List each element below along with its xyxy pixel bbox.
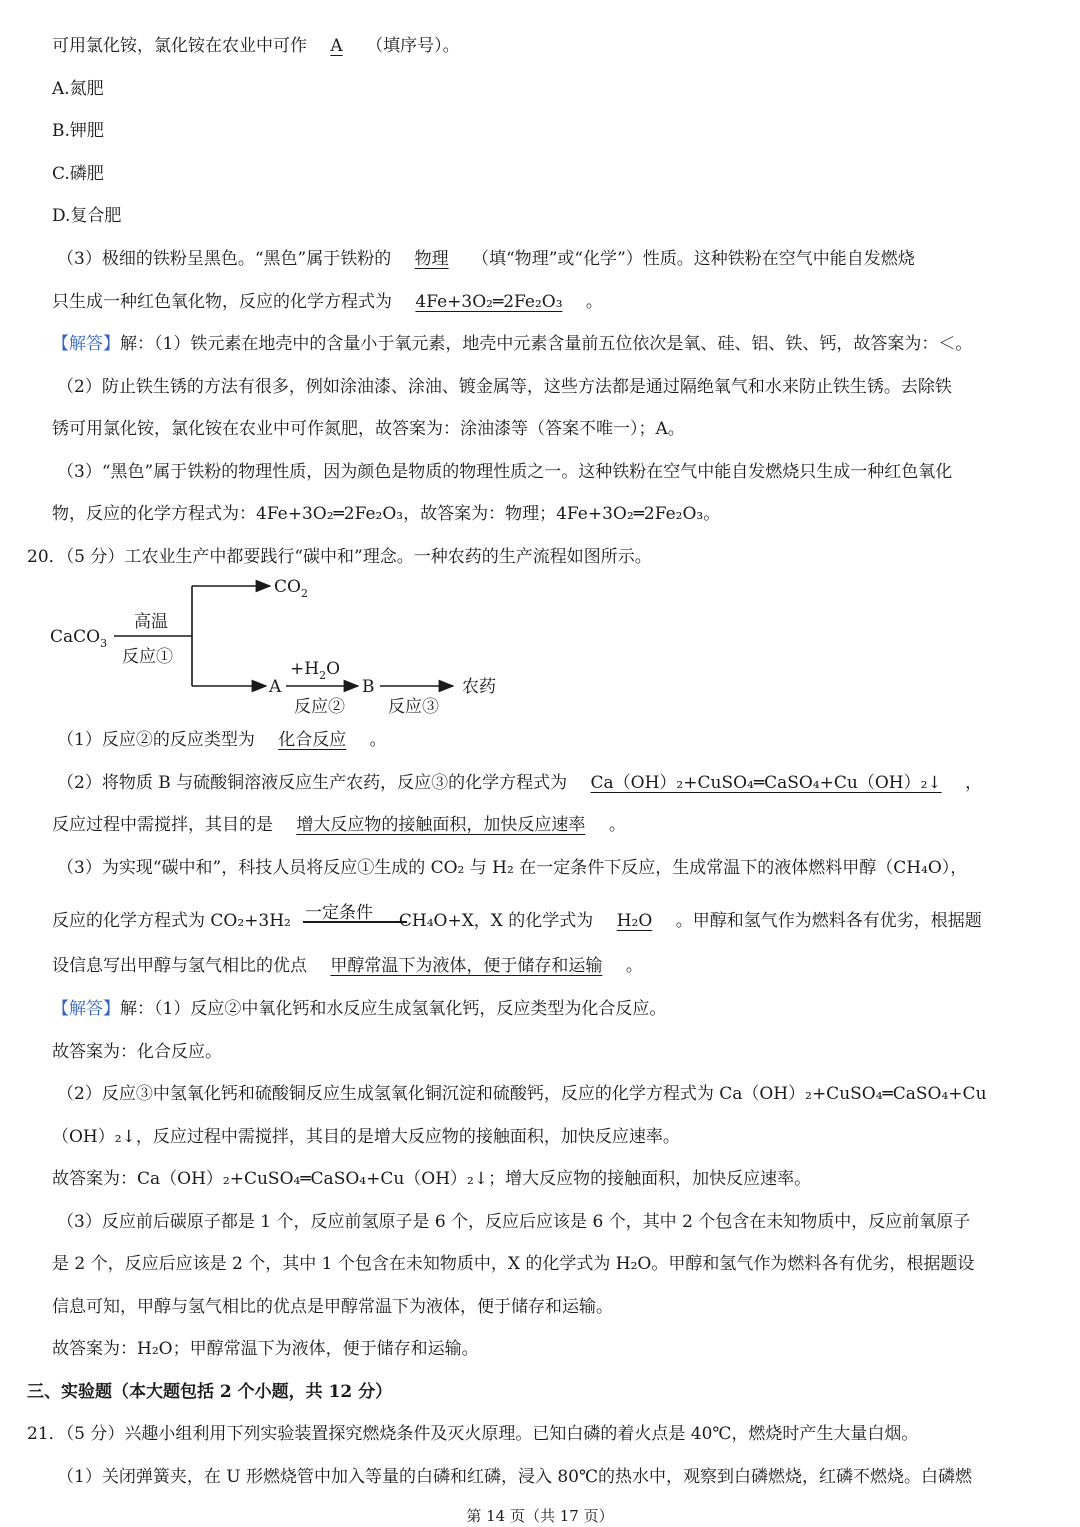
q20-solution-2b: （OH）₂↓，反应过程中需搅拌，其目的是增大反应物的接触面积，加快反应速率。	[52, 1127, 680, 1147]
answer-blank: 增大反应物的接触面积，加快反应速率	[296, 815, 586, 835]
q21-stem: 21．（5 分）兴趣小组利用下列实验装置探究燃烧条件及灭火原理。已知白磷的着火点是 40℃，燃烧时产生大量白烟。	[27, 1424, 919, 1444]
q21-part1: （1）关闭弹簧夹，在 U 形燃烧管中加入等量的白磷和红磷，浸入 80℃的热水中，观察到白磷燃烧，红磷不燃烧。白磷燃	[57, 1467, 973, 1487]
option-d: D.复合肥	[52, 206, 122, 226]
answer-blank: H₂O	[616, 911, 653, 931]
answer-blank: 4Fe+3O₂═2Fe₂O₃	[415, 292, 563, 312]
text: 。	[625, 956, 643, 976]
text: （1）反应②的反应类型为	[57, 730, 255, 750]
reaction1-label: 反应①	[122, 647, 173, 667]
text: （填序号）。	[366, 36, 460, 56]
q19-solution-1	[52, 331, 972, 357]
pesticide-label: 农药	[462, 677, 496, 697]
flow-diagram	[48, 576, 508, 718]
text: 反应的化学方程式为 CO₂+3H₂	[52, 911, 291, 931]
q20-solution-3b: 是 2 个，反应后应该是 2 个，其中 1 个包含在未知物质中，X 的化学式为 H₂O。甲醇和氢气作为燃料各有优劣，根据题设	[52, 1254, 975, 1274]
text: 。	[369, 730, 387, 750]
q19-part3-line2	[52, 289, 603, 315]
q20-solution-2a: （2）反应③中氢氧化钙和硫酸铜反应生成氢氧化铜沉淀和硫酸钙，反应的化学方程式为 Ca（OH）₂+CuSO₄═CaSO₄+Cu	[57, 1084, 987, 1104]
solution-label: 【解答】	[52, 999, 120, 1019]
a-label: A	[269, 677, 282, 697]
text: 只生成一种红色氧化物，反应的化学方程式为	[52, 292, 392, 312]
q19-part3-line1	[57, 246, 915, 272]
text: （2）将物质 B 与硫酸铜溶液反应生产农药，反应③的化学方程式为	[57, 773, 568, 793]
text: ，	[965, 773, 983, 793]
answer-blank: 物理	[414, 249, 449, 269]
q20-solution-2c: 故答案为：Ca（OH）₂+CuSO₄═CaSO₄+Cu（OH）₂↓；增大反应物的接触面积，加快反应速率。	[52, 1169, 812, 1189]
text: CH₄O+X，X 的化学式为	[398, 911, 594, 931]
q20-solution-3d: 故答案为：H₂O；甲醇常温下为液体，便于储存和运输。	[52, 1339, 479, 1359]
answer-blank: 化合反应	[278, 730, 347, 750]
answer-blank: 甲醇常温下为液体，便于储存和运输	[330, 956, 603, 976]
q20-solution-3c: 信息可知，甲醇与氢气相比的优点是甲醇常温下为液体，便于储存和运输。	[52, 1297, 613, 1317]
q20-part2-line2	[52, 812, 626, 838]
q20-solution-3a: （3）反应前后碳原子都是 1 个，反应前氢原子是 6 个，反应后应该是 6 个，其中 2 个包含在未知物质中，反应前氧原子	[57, 1212, 971, 1232]
high-temp-label: 高温	[134, 612, 168, 632]
option-c: C.磷肥	[52, 164, 104, 184]
q19-solution-2a: （2）防止铁生锈的方法有很多，例如涂油漆、涂油、镀金属等，这些方法都是通过隔绝氧气和水来防止铁生锈。去除铁	[57, 377, 952, 397]
text: 。	[608, 815, 626, 835]
solution-label: 【解答】	[52, 334, 120, 354]
co2-label: $CO_2$	[274, 577, 308, 600]
reaction3-label: 反应③	[388, 697, 439, 717]
q19-solution-3a: （3）“黑色”属于铁粉的物理性质，因为颜色是物质的物理性质之一。这种铁粉在空气中能自发燃烧只生成一种红色氧化	[57, 462, 953, 482]
answer-blank: A	[330, 36, 343, 56]
q20-part3-line1: （3）为实现“碳中和”，科技人员将反应①生成的 CO₂ 与 H₂ 在一定条件下反应，生成常温下的液体燃料甲醇（CH₄O），	[57, 858, 968, 878]
text: 解：（1）反应②中氧化钙和水反应生成氢氧化钙，反应类型为化合反应。	[120, 999, 667, 1019]
q20-solution-1b: 故答案为：化合反应。	[52, 1042, 222, 1062]
q20-stem: 20．（5 分）工农业生产中都要践行“碳中和”理念。一种农药的生产流程如图所示。	[27, 547, 652, 567]
q20-part3-line3	[52, 953, 643, 979]
q19-fill-line	[52, 33, 460, 59]
caco3-label: CaCO$_3$	[50, 627, 108, 650]
reaction-condition: 一定条件	[305, 903, 373, 923]
b-label: B	[362, 677, 375, 697]
text: （3）极细的铁粉呈黑色。“黑色”属于铁粉的	[57, 249, 392, 269]
section-heading: 三、实验题（本大题包括 2 个小题，共 12 分）	[27, 1382, 393, 1402]
option-b: B.钾肥	[52, 121, 104, 141]
answer-blank: Ca（OH）₂+CuSO₄═CaSO₄+Cu（OH）₂↓	[590, 773, 942, 793]
text: 。甲醇和氢气作为燃料各有优劣，根据题	[675, 911, 982, 931]
page-footer: 第 14 页（共 17 页）	[466, 1507, 614, 1525]
q20-part1	[57, 727, 387, 753]
text: （填“物理”或“化学”）性质。这种铁粉在空气中能自发燃烧	[472, 249, 915, 269]
q19-solution-2b: 锈可用氯化铵，氯化铵在农业中可作氮肥，故答案为：涂油漆等（答案不唯一）；A。	[52, 419, 685, 439]
q19-solution-3b: 物，反应的化学方程式为：4Fe+3O₂═2Fe₂O₃，故答案为：物理；4Fe+3O₂═2Fe₂O₃。	[52, 504, 721, 524]
q20-part3-line2	[52, 908, 982, 934]
reaction2-label: 反应②	[294, 697, 345, 717]
q20-part2-line1	[57, 770, 982, 796]
text: 设信息写出甲醇与氢气相比的优点	[52, 956, 307, 976]
text: 解：（1）铁元素在地壳中的含量小于氧元素，地壳中元素含量前五位依次是氧、硅、铝、铁、钙，故答案为：＜。	[120, 334, 973, 354]
text: 。	[585, 292, 603, 312]
text: 反应过程中需搅拌，其目的是	[52, 815, 273, 835]
text: 可用氯化铵，氯化铵在农业中可作	[52, 36, 307, 56]
plus-h2o-label: $+H_2O$	[290, 659, 341, 682]
option-a: A.氮肥	[52, 79, 104, 99]
q20-solution-1	[52, 996, 666, 1022]
